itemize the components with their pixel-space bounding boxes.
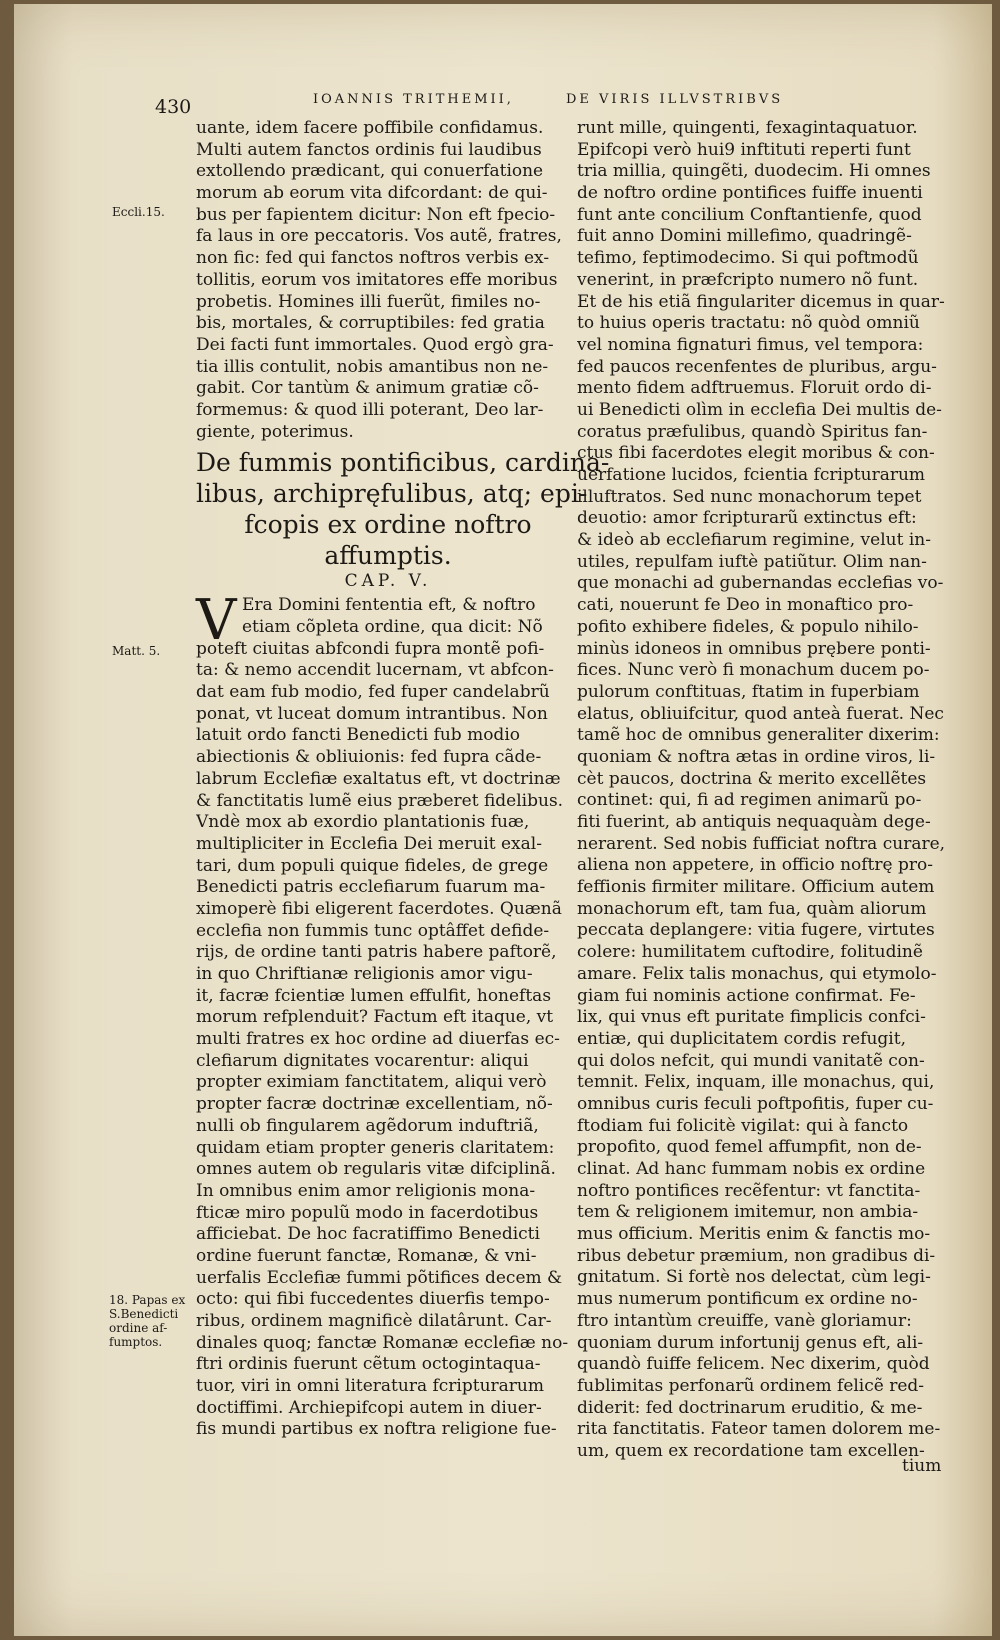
margin-note-matt: Matt. 5.	[112, 644, 161, 658]
text-line: peccata deplangere: vitia fugere, virtutes	[577, 920, 935, 941]
text-line: latuit ordo fancti Benedicti fub modio	[196, 725, 520, 746]
text-line: colere: humilitatem cuftodire, folitudinẽ	[577, 942, 923, 963]
text-line: labrum Ecclefiæ exaltatus eft, vt doctrinæ	[196, 768, 561, 789]
text-line: & fanctitatis lumẽ eius præberet fidelibus.	[196, 790, 564, 811]
text-line: Epifcopi verò hui9 inftituti reperti funt	[577, 139, 911, 160]
margin-note-line: S.Benedicti	[109, 1307, 179, 1321]
text-line: Vndè mox ab exordio plantationis fuæ,	[196, 812, 530, 833]
text-line: mus officium. Meritis enim & fanctis mo-	[577, 1224, 931, 1245]
text-line: omnibus curis feculi poftpofitis, fuper cu-	[577, 1093, 934, 1114]
text-line: formemus: & quod illi poterant, Deo lar-	[196, 399, 544, 420]
text-line: Et de his etiã fingulariter dicemus in quar-	[577, 291, 945, 312]
text-line: multipliciter in Ecclefia Dei meruit exal-	[196, 833, 542, 854]
text-line: Multi autem fanctos ordinis fui laudibus	[196, 139, 542, 160]
text-line: cèt paucos, doctrina & merito excellẽtes	[577, 768, 927, 789]
text-line: quoniam durum infortunij genus eft, ali-	[577, 1332, 924, 1353]
text-line: um, quem ex recordatione tam excellen-	[577, 1440, 925, 1461]
left-column	[196, 118, 610, 1441]
text-line: nulli ob fingularem agẽdorum induftriã,	[196, 1115, 539, 1136]
heading-line: affumptis.	[324, 541, 452, 571]
text-line: non fic: fed qui fanctos noftros verbis ex-	[196, 248, 550, 269]
text-line: amare. Felix talis monachus, qui etymolo-	[577, 963, 937, 984]
text-line: ftodiam fui folicitè vigilat: qui à fancto	[577, 1115, 909, 1136]
text-line: to huius operis tractatu: nõ quòd omniũ	[577, 313, 920, 334]
text-line: dinales quoq; fanctæ Romanæ ecclefiæ no-	[196, 1332, 569, 1353]
text-line: omnes autem ob regularis vitæ difciplinã.	[196, 1159, 556, 1180]
text-line: dat eam fub modio, fed fuper candelabrũ	[196, 682, 550, 703]
text-line: propter eximiam fanctitatem, aliqui verò	[196, 1072, 547, 1093]
text-line: gabit. Cor tantùm & animum gratiæ cõ-	[196, 378, 539, 399]
text-line: qui dolos nefcit, qui mundi vanitatẽ con-	[577, 1050, 925, 1071]
text-line: feffionis firmiter militare. Officium autem	[577, 877, 935, 898]
text-line: quidam etiam propter generis claritatem:	[196, 1137, 555, 1158]
text-line: illuftratos. Sed nunc monachorum tepet	[577, 486, 922, 507]
text-line: bis, mortales, & corruptibiles: fed gratia	[196, 313, 545, 334]
text-line: nerarent. Sed nobis fufficiat noftra curare,	[577, 833, 946, 854]
text-line: tem & religionem imitemur, non ambia-	[577, 1202, 919, 1223]
text-line: multi fratres ex hoc ordine ad diuerfas ec-	[196, 1029, 560, 1050]
text-line: tefimo, feptimodecimo. Si qui poftmodũ	[577, 248, 919, 269]
text-line: probetis. Homines illi fuerũt, fimiles no-	[196, 291, 541, 312]
left-column-body	[196, 639, 580, 1441]
text-line: pofito exhibere fideles, & populo nihilo-	[577, 616, 919, 637]
text-line: abiectionis & obliuionis: fed fupra cãde-	[196, 747, 542, 768]
running-title-right: DE VIRIS ILLVSTRIBVS	[566, 92, 784, 107]
text-line: tari, dum populi quique fideles, de grege	[196, 855, 549, 876]
text-line: ribus debetur præmium, non gradibus di-	[577, 1245, 936, 1266]
text-line: propofito, quod femel affumpfit, non de-	[577, 1137, 922, 1158]
text-line: Era Domini fententia eft, & noftro	[242, 595, 536, 616]
catchword: tium	[902, 1456, 942, 1476]
text-line: extollendo prædicant, qui conuerfatione	[196, 161, 544, 182]
text-line: quoniam & noftra ætas in ordine viros, li-	[577, 746, 936, 767]
running-title-left: IOANNIS TRITHEMII,	[313, 92, 514, 107]
text-line: fis mundi partibus ex noftra religione fue-	[196, 1419, 557, 1440]
text-line: deuotio: amor fcripturarũ extinctus eft:	[577, 508, 917, 529]
text-line: it, facræ fcientiæ lumen effulfit, honeftas	[196, 985, 552, 1006]
text-line: aliena non appetere, in officio noftrę pro-	[577, 855, 933, 876]
text-line: ctus fibi facerdotes elegit moribus & con-	[577, 443, 935, 464]
text-line: uerfalis Ecclefiæ fummi põtifices decem &	[196, 1267, 563, 1288]
text-line: clefiarum dignitates vocarentur: aliqui	[196, 1050, 529, 1071]
text-line: tria millia, quingẽti, duodecim. Hi omnes	[577, 161, 931, 182]
left-column-intro	[196, 118, 580, 443]
text-line: ta: & nemo accendit lucernam, vt abfcon-	[196, 660, 554, 681]
text-line: Benedicti patris ecclefiarum fuarum ma-	[196, 877, 546, 898]
text-line: fticæ miro populũ modo in facerdotibus	[196, 1202, 539, 1223]
text-line: In omnibus enim amor religionis mona-	[196, 1180, 536, 1201]
text-line: fa laus in ore peccatoris. Vos autẽ, fratres,	[196, 226, 562, 247]
text-line: quandò fuiffe felicem. Nec dixerim, quòd	[577, 1354, 930, 1375]
margin-note-line: fumptos.	[109, 1335, 163, 1349]
text-line: rita fanctitatis. Fateor tamen dolorem me-	[577, 1419, 941, 1440]
text-line: monachorum eft, tam fua, quàm aliorum	[577, 898, 927, 919]
text-line: pulorum conftituas, ftatim in fuperbiam	[577, 681, 920, 702]
text-line: temnit. Felix, inquam, ille monachus, qui,	[577, 1072, 935, 1093]
text-line: minùs idoneos in omnibus prębere ponti-	[577, 638, 931, 659]
text-line: tamẽ hoc de omnibus generaliter dixerim:	[577, 725, 940, 746]
text-line: lix, qui vnus eft puritate fimplicis confci-	[577, 1007, 926, 1028]
text-line: ribus, ordinem magnificè dilatârunt. Car-	[196, 1311, 552, 1331]
text-line: venerint, in præfcripto numero nõ funt.	[577, 269, 919, 290]
text-line: fuit anno Domini millefimo, quadringẽ-	[577, 226, 912, 247]
text-line: cati, nouerunt fe Deo in monaftico pro-	[577, 595, 914, 616]
heading-line: libus, archipręfulibus, atq; epi-	[196, 479, 588, 509]
text-line: funt ante concilium Conftantienfe, quod	[577, 204, 922, 225]
text-line: uerfatione lucidos, fcientia fcripturarum	[577, 465, 926, 485]
drop-cap: V	[196, 588, 237, 654]
text-line: afficiebat. De hoc facratiffimo Benedicti	[196, 1224, 540, 1245]
margin-note-papas	[109, 1293, 185, 1349]
text-line: doctiffimi. Archiepifcopi autem in diuer-	[196, 1397, 542, 1418]
text-line: ximoperè fibi eligerent facerdotes. Quænã	[196, 898, 562, 919]
text-line: octo: qui fibi fuccedentes diuerfis tempo-	[196, 1289, 550, 1310]
text-line: poteft ciuitas abfcondi fupra montẽ pofi-	[196, 638, 545, 659]
text-line: ecclefia non fummis tunc optâffet defide-	[196, 920, 550, 941]
text-line: giente, poterimus.	[196, 421, 354, 442]
text-line: uante, idem facere poffibile confidamus.	[196, 118, 544, 138]
margin-note-line: 18. Papas ex	[109, 1293, 186, 1307]
text-line: fices. Nunc verò fi monachum ducem po-	[577, 660, 930, 681]
margin-note-line: ordine af-	[109, 1321, 168, 1335]
text-line: mus numerum pontificum ex ordine no-	[577, 1289, 918, 1310]
text-line: que monachi ad gubernandas ecclefias vo-	[577, 573, 944, 594]
text-line: etiam cõpleta ordine, qua dicit: Nõ	[242, 617, 543, 637]
text-line: ponat, vt luceat domum intrantibus. Non	[196, 703, 548, 724]
text-line: diderit: fed doctrinarum eruditio, & me-	[577, 1397, 923, 1418]
chapter-heading	[196, 443, 610, 571]
text-line: fed paucos recenfentes de pluribus, argu-	[577, 356, 937, 377]
text-line: morum refplenduit? Factum eft itaque, vt	[196, 1007, 554, 1028]
margin-note-eccli: Eccli.15.	[112, 205, 165, 219]
text-line: entiæ, qui duplicitatem cordis refugit,	[577, 1028, 906, 1049]
text-line: bus per fapientem dicitur: Non eft fpecio-	[196, 204, 556, 225]
text-line: de noftro ordine pontifices fuiffe inuenti	[577, 183, 923, 204]
heading-line: fcopis ex ordine noftro	[244, 510, 532, 540]
right-column	[577, 118, 970, 1463]
text-line: & ideò ab ecclefiarum regimine, velut in-	[577, 530, 931, 551]
text-line: elatus, obliuifcitur, quod anteà fuerat. Nec	[577, 703, 944, 724]
text-line: mento fidem adftruemus. Floruit ordo di-	[577, 378, 932, 399]
text-line: rijs, de ordine tanti patris habere paftorẽ,	[196, 942, 557, 963]
text-line: giam fui nominis actione confirmat. Fe-	[577, 985, 916, 1006]
text-line: tollitis, eorum vos imitatores effe moribus	[196, 269, 558, 290]
text-line: ordine fuerunt fanctæ, Romanæ, & vni-	[196, 1245, 537, 1266]
text-line: runt mille, quingenti, fexagintaquatuor.	[577, 118, 918, 138]
chapter-number: CAP. V.	[344, 571, 432, 592]
text-line: fublimitas perfonarũ ordinem felicẽ red-	[577, 1375, 925, 1396]
text-line: vel nomina fignaturi fimus, vel tempora:	[577, 334, 924, 355]
text-line: noftro pontifices recẽfentur: vt fanctita-	[577, 1180, 921, 1201]
text-line: ftri ordinis fuerunt cẽtum octogintaqua-	[196, 1354, 541, 1375]
text-line: ftro intantùm creuiffe, vanè gloriamur:	[577, 1310, 912, 1331]
text-line: ui Benedicti olìm in ecclefia Dei multis de-	[577, 399, 942, 420]
text-line: coratus præfulibus, quandò Spiritus fan-	[577, 421, 928, 442]
text-line: utiles, repulfam iuftè patiũtur. Olim nan-	[577, 551, 927, 572]
text-line: clinat. Ad hanc fummam nobis ex ordine	[577, 1159, 926, 1179]
text-line: tuor, viri in omni literatura fcripturarum	[196, 1376, 544, 1397]
text-line: gnitatum. Si fortè nos delectat, cùm legi-	[577, 1267, 931, 1288]
text-line: tia illis contulit, nobis amantibus non ne-	[196, 356, 549, 377]
text-line: propter facræ doctrinæ excellentiam, nõ-	[196, 1094, 553, 1115]
text-line: in quo Chriftianæ religionis amor vigu-	[196, 964, 533, 984]
text-line: Dei facti funt immortales. Quod ergò gra-	[196, 334, 554, 355]
text-line: morum ab eorum vita difcordant: de qui-	[196, 183, 548, 204]
text-line: fiti fuerint, ab antiquis nequaquàm dege-	[577, 812, 931, 832]
text-line: continet: qui, fi ad regimen animarũ po-	[577, 790, 922, 811]
heading-line: De fummis pontificibus, cardina-	[196, 448, 610, 478]
page-number: 430	[155, 96, 192, 118]
